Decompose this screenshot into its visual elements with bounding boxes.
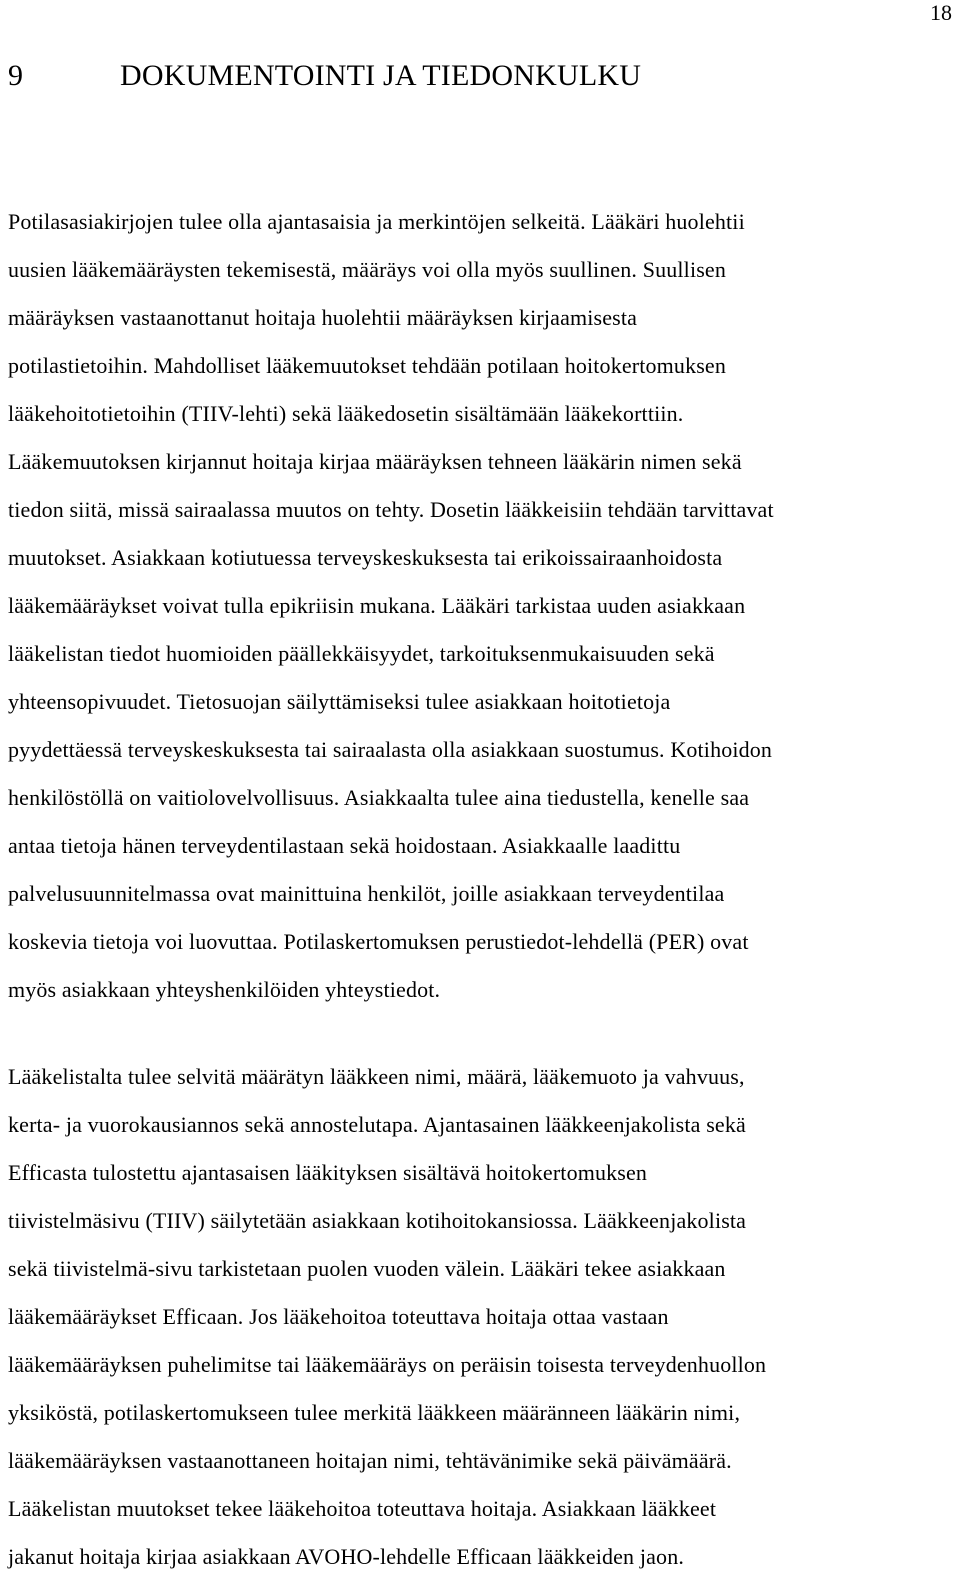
section-title: DOKUMENTOINTI JA TIEDONKULKU	[120, 59, 642, 92]
text-line: Lääkelistalta tulee selvitä määrätyn lääkkeen nimi, määrä, lääkemuoto ja vahvuus,	[8, 1064, 745, 1089]
text-line: antaa tietoja hänen terveydentilastaan sekä hoidostaan. Asiakkaalle laadittu	[8, 833, 681, 858]
text-line: koskevia tietoja voi luovuttaa. Potilaskertomuksen perustiedot-lehdellä (PER) ovat	[8, 929, 749, 954]
text-line: palvelusuunnitelmassa ovat mainittuina henkilöt, joille asiakkaan terveydentilaa	[8, 881, 725, 906]
text-line: Lääkelistan muutokset tekee lääkehoitoa toteuttava hoitaja. Asiakkaan lääkkeet	[8, 1496, 717, 1521]
text-line: kerta- ja vuorokausiannos sekä annostelutapa. Ajantasainen lääkkeenjakolista sekä	[8, 1112, 746, 1137]
text-line: lääkemääräyksen vastaanottaneen hoitajan nimi, tehtävänimike sekä päivämäärä.	[8, 1448, 732, 1473]
text-line: tiivistelmäsivu (TIIV) säilytetään asiakkaan kotihoitokansiossa. Lääkkeenjakolista	[8, 1208, 747, 1233]
text-line: uusien lääkemääräysten tekemisestä, määräys voi olla myös suullinen. Suullisen	[8, 257, 726, 282]
text-line: potilastietoihin. Mahdolliset lääkemuutokset tehdään potilaan hoitokertomuksen	[8, 353, 726, 378]
text-line: muutokset. Asiakkaan kotiutuessa terveyskeskuksesta tai erikoissairaanhoidosta	[8, 545, 723, 570]
section-heading	[8, 56, 641, 96]
text-line: lääkemääräykset Efficaan. Jos lääkehoitoa toteuttava hoitaja ottaa vastaan	[8, 1304, 669, 1329]
text-line: Lääkemuutoksen kirjannut hoitaja kirjaa määräyksen tehneen lääkärin nimen sekä	[8, 449, 742, 474]
text-line: henkilöstöllä on vaitiolovelvollisuus. Asiakkaalta tulee aina tiedustella, kenelle saa	[8, 785, 750, 810]
text-line: yhteensopivuudet. Tietosuojan säilyttämiseksi tulee asiakkaan hoitotietoja	[8, 689, 671, 714]
text-line: lääkelistan tiedot huomioiden päällekkäisyydet, tarkoituksenmukaisuuden sekä	[8, 641, 715, 666]
text-line: yksiköstä, potilaskertomukseen tulee merkitä lääkkeen määränneen lääkärin nimi,	[8, 1400, 741, 1425]
page-number: 18	[930, 0, 952, 25]
text-line: pyydettäessä terveyskeskuksesta tai sairaalasta olla asiakkaan suostumus. Kotihoidon	[8, 737, 773, 762]
text-line: lääkehoitotietoihin (TIIV-lehti) sekä lääkedosetin sisältämään lääkekorttiin.	[8, 401, 684, 426]
text-line: määräyksen vastaanottanut hoitaja huolehtii määräyksen kirjaamisesta	[8, 305, 638, 330]
paragraph	[8, 1053, 766, 1581]
text-line: sekä tiivistelmä-sivu tarkistetaan puolen vuoden välein. Lääkäri tekee asiakkaan	[8, 1256, 726, 1281]
section-number: 9	[8, 59, 24, 92]
text-line: Efficasta tulostettu ajantasaisen lääkityksen sisältävä hoitokertomuksen	[8, 1160, 648, 1185]
text-line: myös asiakkaan yhteyshenkilöiden yhteystiedot.	[8, 977, 441, 1002]
text-line: Potilasasiakirjojen tulee olla ajantasaisia ja merkintöjen selkeitä. Lääkäri huolehtii	[8, 209, 745, 234]
text-line: lääkemääräyksen puhelimitse tai lääkemääräys on peräisin toisesta terveydenhuollon	[8, 1352, 767, 1377]
paragraph	[8, 198, 774, 1014]
text-line: tiedon siitä, missä sairaalassa muutos on tehty. Dosetin lääkkeisiin tehdään tarvittavat	[8, 497, 774, 522]
text-line: jakanut hoitaja kirjaa asiakkaan AVOHO-lehdelle Efficaan lääkkeiden jaon.	[8, 1544, 684, 1569]
text-line: lääkemääräykset voivat tulla epikriisin mukana. Lääkäri tarkistaa uuden asiakkaan	[8, 593, 746, 618]
